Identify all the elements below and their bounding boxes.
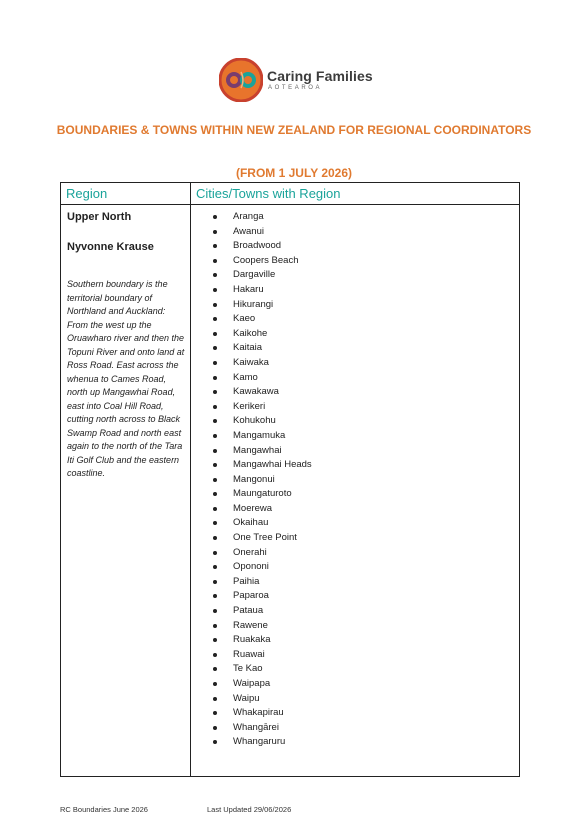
town-list-item: Whakapirau — [213, 706, 519, 721]
town-list-item: Kamo — [213, 371, 519, 386]
town-list-item: Mangawhai — [213, 444, 519, 459]
town-list-item: Mangonui — [213, 473, 519, 488]
town-list-item: Mangawhai Heads — [213, 458, 519, 473]
footer-last-updated: Last Updated 29/06/2026 — [207, 805, 292, 814]
town-list-item: Mangamuka — [213, 429, 519, 444]
town-list-item: Waipapa — [213, 677, 519, 692]
logo — [219, 58, 373, 102]
town-list-item: Dargaville — [213, 268, 519, 283]
town-list-item: One Tree Point — [213, 531, 519, 546]
region-name: Upper North — [67, 211, 132, 223]
table-row — [61, 205, 520, 777]
towns-cell — [191, 205, 520, 777]
town-list-item: Moerewa — [213, 502, 519, 517]
logo-name: Caring Families — [267, 68, 373, 84]
town-list-item: Ruawai — [213, 648, 519, 663]
town-list-item: Pataua — [213, 604, 519, 619]
towns-list — [191, 210, 519, 750]
town-list-item: Kerikeri — [213, 400, 519, 415]
footer-document-name: RC Boundaries June 2026 — [60, 805, 148, 814]
town-list-item: Awanui — [213, 225, 519, 240]
town-list-item: Kawakawa — [213, 385, 519, 400]
document-title: BOUNDARIES & TOWNS WITHIN NEW ZEALAND FOR REGIONAL COORDINATORS — [56, 123, 532, 137]
towns-column-header: Cities/Towns with Region — [191, 183, 520, 205]
boundary-description: Southern boundary is the territorial boundary of Northland and Auckland: From the west up the Oruawharo river and then the Topuni River and onto land at Ross Road. East across the whenua to Cames Road, north up Mangawhai Road, east into Coal Hill Road, cutting north across to Black Swamp Road and north east again to the north of the Tara Iti Golf Club and the eastern coastline. — [67, 279, 185, 478]
town-list-item: Kaeo — [213, 312, 519, 327]
town-list-item: Kaikohe — [213, 327, 519, 342]
town-list-item: Whangaruru — [213, 735, 519, 750]
town-list-item: Kohukohu — [213, 414, 519, 429]
coordinator-name: Nyvonne Krause — [67, 241, 154, 253]
table-header-row — [61, 183, 520, 205]
document-subtitle: (FROM 1 JULY 2026) — [235, 166, 353, 180]
boundaries-table — [60, 182, 520, 777]
caring-families-logo-icon — [219, 58, 263, 102]
town-list-item: Maungaturoto — [213, 487, 519, 502]
town-list-item: Broadwood — [213, 239, 519, 254]
town-list-item: Kaiwaka — [213, 356, 519, 371]
town-list-item: Coopers Beach — [213, 254, 519, 269]
town-list-item: Hakaru — [213, 283, 519, 298]
town-list-item: Waipu — [213, 692, 519, 707]
town-list-item: Opononi — [213, 560, 519, 575]
town-list-item: Paparoa — [213, 589, 519, 604]
town-list-item: Rawene — [213, 619, 519, 634]
town-list-item: Hikurangi — [213, 298, 519, 313]
town-list-item: Ruakaka — [213, 633, 519, 648]
town-list-item: Te Kao — [213, 662, 519, 677]
town-list-item: Kaitaia — [213, 341, 519, 356]
region-cell — [61, 205, 191, 777]
town-list-item: Okaihau — [213, 516, 519, 531]
logo-subname: AOTEAROA — [268, 85, 323, 91]
town-list-item: Paihia — [213, 575, 519, 590]
town-list-item: Whangārei — [213, 721, 519, 736]
town-list-item: Aranga — [213, 210, 519, 225]
town-list-item: Onerahi — [213, 546, 519, 561]
region-column-header: Region — [61, 183, 191, 205]
